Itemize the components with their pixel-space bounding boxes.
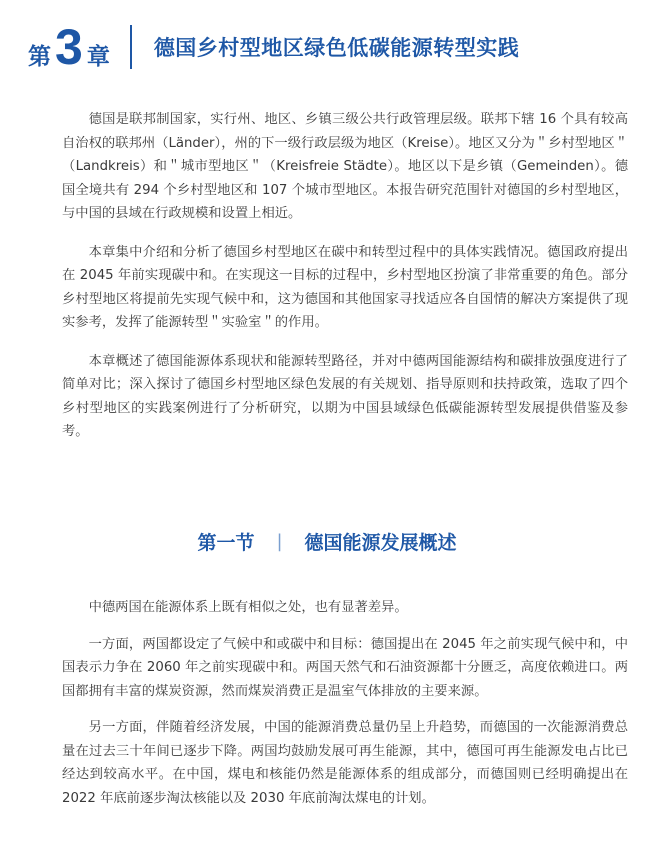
intro-paragraph: 本章概述了德国能源体系现状和能源转型路径，并对中德两国能源结构和碳排放强度进行了简单对比；深入探讨了德国乡村型地区绿色发展的有关规划、指导原则和扶持政策，选取了四个乡村型地区的实践案例进行了分析研究，以期为中国县域绿色低碳能源转型发展提供借鉴及参考。 [62, 353, 628, 439]
section-label: 第一节 [197, 532, 255, 554]
section-separator: | [276, 531, 283, 552]
chapter-intro [62, 108, 628, 459]
chapter-divider [130, 25, 132, 69]
section-title: 德国能源发展概述 [304, 532, 457, 554]
chapter-suffix: 章 [86, 44, 110, 70]
section-paragraph: 另一方面，伴随着经济发展，中国的能源消费总量仍呈上升趋势，而德国的一次能源消费总量在过去三十年间已逐步下降。两国均鼓励发展可再生能源，其中，德国可再生能源发电占比已经达到较高水平。在中国，煤电和核能仍然是能源体系的组成部分，而德国则已经明确提出在 2022 年底前逐步淘汰核能以及 2030 年底前淘汰煤电的计划。 [62, 720, 628, 806]
intro-paragraph: 本章集中介绍和分析了德国乡村型地区在碳中和转型过程中的具体实践情况。德国政府提出在 2045 年前实现碳中和。在实现这一目标的过程中，乡村型地区扮演了非常重要的角色。部分乡村型地区将提前先实现气候中和，这为德国和其他国家寻找适应各自国情的解决方案提供了现实参考，发挥了能源转型＂实验室＂的作用。 [62, 244, 628, 330]
intro-paragraph: 德国是联邦制国家，实行州、地区、乡镇三级公共行政管理层级。联邦下辖 16 个具有较高自治权的联邦州（Länder），州的下一级行政层级为地区（Kreise）。地区又分为＂乡村型地区＂（Landkreis）和＂城市型地区＂（Kreisfreie Städte）。地区以下是乡镇（Gemeinden）。德国全境共有 294 个乡村型地区和 107 个城市型地区。本报告研究范围针对德国的乡村型地区，与中国的县域在行政规模和设置上相近。 [62, 112, 628, 221]
section-paragraph: 中德两国在能源体系上既有相似之处，也有显著差异。 [88, 600, 408, 615]
chapter-title: 德国乡村型地区绿色低碳能源转型实践 [153, 36, 520, 60]
chapter-number: 3 [55, 19, 83, 75]
chapter-label [28, 19, 110, 75]
section-body [62, 596, 628, 823]
chapter-prefix: 第 [28, 44, 51, 70]
section-paragraph: 一方面，两国都设定了气候中和或碳中和目标：德国提出在 2045 年之前实现气候中和，中国表示力争在 2060 年之前实现碳中和。两国天然气和石油资源都十分匮乏，高度依赖进口。两国都拥有丰富的煤炭资源，然而煤炭消费正是温室气体排放的主要来源。 [62, 636, 628, 699]
chapter-header [28, 14, 638, 80]
section-header [0, 528, 654, 555]
